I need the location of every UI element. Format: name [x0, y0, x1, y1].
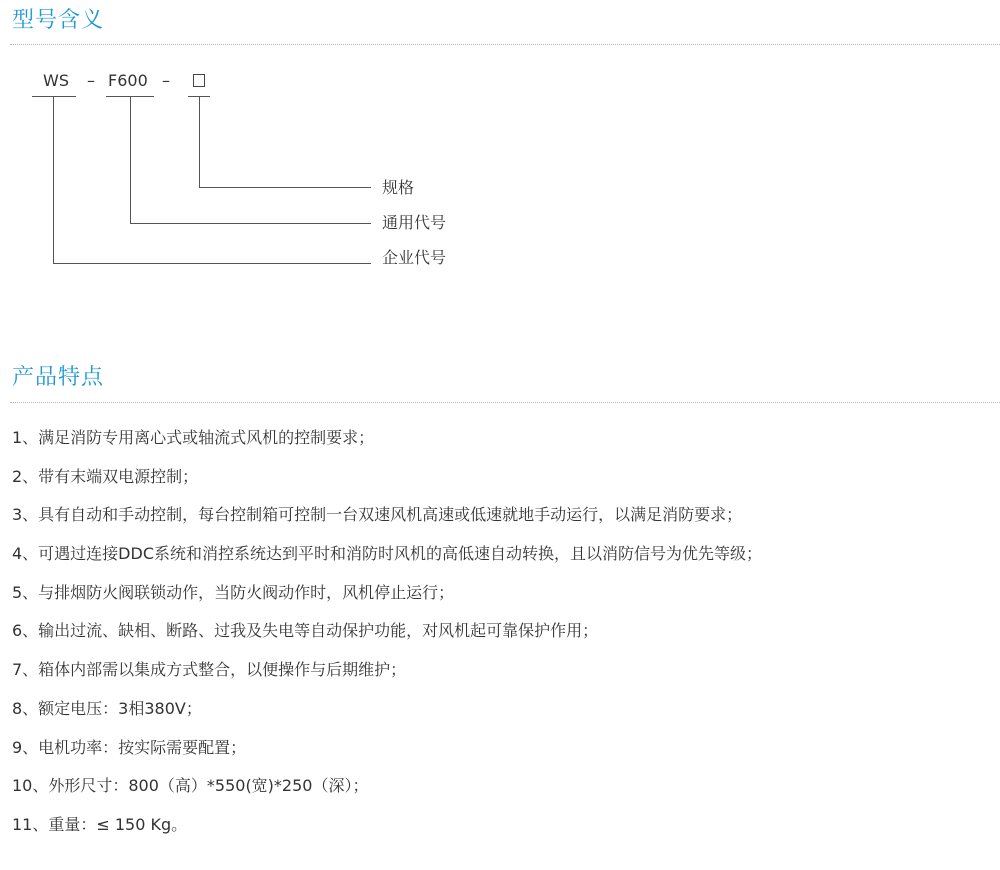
connector-spec-horizontal: [199, 187, 371, 188]
connector-company-vertical: [53, 96, 54, 264]
list-item: 3、具有自动和手动控制，每台控制箱可控制一台双速风机高速或低速就地手动运行，以满足消防要求；: [12, 505, 743, 525]
connector-spec-vertical: [199, 96, 200, 188]
code-dash: –: [162, 71, 170, 90]
code-part-f600: F600: [108, 71, 148, 90]
connector-general-horizontal: [130, 223, 371, 224]
list-item: 8、额定电压：3相380V；: [12, 698, 202, 718]
code-dash: –: [87, 71, 95, 90]
spec-placeholder-box: [193, 74, 205, 87]
list-item: 9、电机功率：按实际需要配置；: [12, 737, 247, 757]
section-title-features: 产品特点: [12, 365, 105, 390]
legend-company-code: 企业代号: [382, 248, 447, 267]
divider: [10, 402, 1000, 403]
connector-company-horizontal: [53, 263, 371, 264]
list-item: 7、箱体内部需以集成方式整合，以便操作与后期维护；: [12, 660, 407, 680]
list-item: 11、重量：≤ 150 Kg。: [12, 814, 188, 834]
legend-spec: 规格: [382, 178, 415, 197]
code-part-ws: WS: [43, 71, 69, 90]
list-item: 10、外形尺寸：800（高）*550(宽)*250（深）；: [12, 776, 369, 796]
feature-list: [12, 428, 762, 854]
connector-general-vertical: [130, 96, 131, 224]
list-item: 1、满足消防专用离心式或轴流式风机的控制要求；: [12, 428, 375, 447]
section-title-model: 型号含义: [12, 8, 105, 33]
list-item: 5、与排烟防火阀联锁动作，当防火阀动作时，风机停止运行；: [12, 582, 455, 602]
list-item: 2、带有末端双电源控制；: [12, 466, 199, 486]
underline-ws: [32, 96, 76, 97]
divider: [10, 44, 1000, 45]
list-item: 4、可遇过连接DDC系统和消控系统达到平时和消防时风机的高低速自动转换，且以消防信号为优先等级；: [12, 544, 762, 564]
legend-general-code: 通用代号: [382, 213, 447, 232]
list-item: 6、输出过流、缺相、断路、过我及失电等自动保护功能，对风机起可靠保护作用；: [12, 621, 599, 641]
